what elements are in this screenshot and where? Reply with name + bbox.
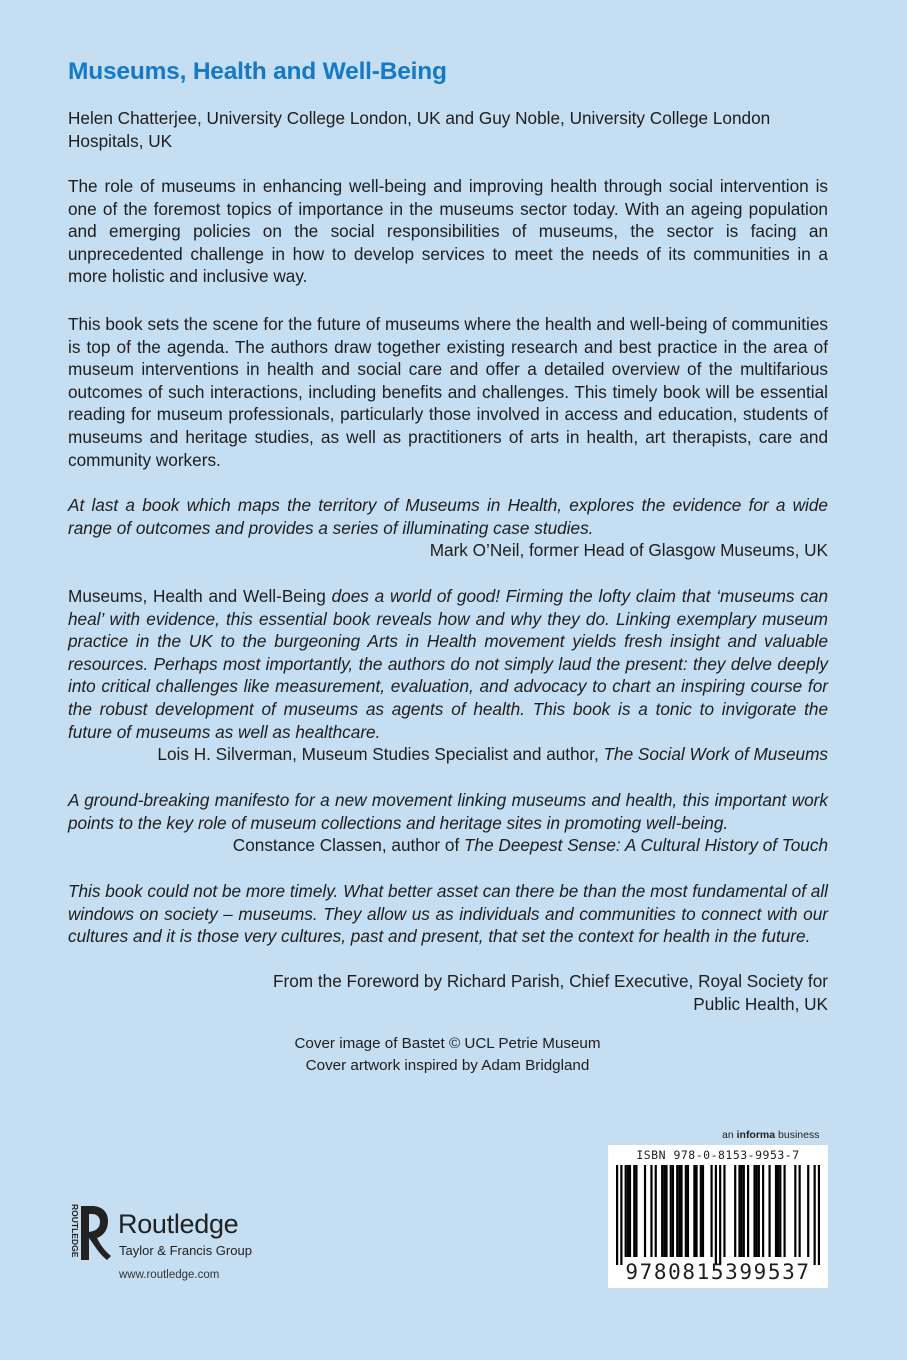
barcode-bar <box>734 1165 736 1257</box>
informa-tagline <box>722 1129 819 1141</box>
description-paragraph-2: This book sets the scene for the future of museums where the health and well-being of communities is top of the agenda. The authors draw together existing research and best practice in the area of museum interventions in health and social care and offer a detailed overview of the multifarious outcomes of such interactions, including benefits and challenges. This timely book will be essential reading for museum professionals, particularly those involved in access and education, students of museums and heritage studies, as well as practitioners of arts in health, art therapists, care and community workers. <box>68 314 828 470</box>
review-attribution-4 <box>68 970 828 1015</box>
barcode-bar <box>779 1165 781 1257</box>
isbn-label: ISBN 978-0-8153-9953-7 <box>636 1148 800 1162</box>
review-attribution-3-author: Constance Classen, author of <box>232 835 465 855</box>
routledge-logo-icon <box>65 1202 111 1262</box>
barcode-bar <box>753 1165 755 1257</box>
barcode-bar <box>702 1165 704 1257</box>
barcode-bars <box>616 1165 820 1265</box>
review-attribution-2-author: Lois H. Silverman, Museum Studies Specialist and author, <box>157 744 604 764</box>
barcode-bar <box>685 1165 687 1257</box>
barcode-bar <box>678 1165 680 1257</box>
barcode-bar <box>680 1165 682 1257</box>
barcode-bar <box>818 1165 820 1265</box>
barcode-bar <box>794 1165 796 1257</box>
barcode-bar <box>738 1165 740 1257</box>
barcode-bar <box>620 1165 622 1265</box>
publisher-name: Routledge <box>118 1209 239 1239</box>
barcode-bar <box>756 1165 758 1257</box>
routledge-vertical-text: ROUTLEDGE <box>70 1204 80 1258</box>
barcode-bar <box>762 1165 764 1257</box>
barcode-bar <box>635 1165 637 1257</box>
barcode-bar <box>625 1165 627 1257</box>
barcode-bar <box>629 1165 631 1257</box>
barcode-bar <box>814 1165 816 1265</box>
barcode-bar <box>655 1165 657 1257</box>
informa-suffix: business <box>775 1129 820 1141</box>
barcode-bar <box>644 1165 646 1257</box>
barcode-bar <box>783 1165 785 1257</box>
barcode-bar <box>676 1165 678 1257</box>
review-attribution-2-title: The Social Work of Museums <box>603 744 828 764</box>
review-attribution-4-line2: Public Health, UK <box>693 993 828 1014</box>
barcode-bar <box>775 1165 777 1257</box>
review-quote-3: A ground-breaking manifesto for a new movement linking museums and health, this important work points to the key role of museum collections and heritage sites in promoting well-being. <box>68 790 828 833</box>
barcode-bar <box>777 1165 779 1257</box>
barcode-bar <box>758 1165 760 1257</box>
review-attribution-3-title: The Deepest Sense: A Cultural History of Touch <box>464 835 828 855</box>
barcode-bar <box>693 1165 695 1257</box>
review-quote-2 <box>68 585 828 743</box>
review-quote-2-text: does a world of good! Firming the lofty claim that ‘museums can heal’ with evidence, this essential book reveals how and why they do. Linking exemplary museum practice in the UK to the burgeoning Arts in Health movement yields fresh insight and valuable resources. Perhaps most importantly, the authors do not simply laud the present: they delve deeply into critical challenges like measurement, evaluation, and advocacy to chart an inspiring course for the robust development of museums as agents of health. This book is a tonic to invigorate the future of museums as well as healthcare. <box>68 586 829 742</box>
barcode-bar <box>665 1165 667 1257</box>
review-quote-1: At last a book which maps the territory of Museums in Health, explores the evidence for a wide range of outcomes and provides a series of illuminating case studies. <box>68 495 828 538</box>
barcode-bar <box>743 1165 745 1257</box>
book-authors: Helen Chatterjee, University College London, UK and Guy Noble, University College London Hospitals, UK <box>68 108 771 151</box>
publisher-website[interactable]: www.routledge.com <box>119 1269 220 1281</box>
barcode-bar <box>670 1165 672 1257</box>
isbn-barcode <box>608 1145 828 1288</box>
barcode-bar <box>723 1165 725 1257</box>
description-paragraph-1: The role of museums in enhancing well-being and improving health through social intervention is one of the foremost topics of importance in the museums sector today. With an ageing population and emerging policies on the social responsibilities of museums, the sector is facing an unprecedented challenge in how to develop services to meet the needs of its communities in a more holistic and inclusive way. <box>68 176 828 287</box>
review-attribution-3 <box>68 834 828 857</box>
barcode-bar <box>616 1165 618 1265</box>
barcode-bar <box>633 1165 635 1257</box>
publisher-group: Taylor & Francis Group <box>119 1243 252 1258</box>
barcode-bar <box>807 1165 809 1257</box>
barcode-bar <box>741 1165 743 1257</box>
barcode-bar <box>627 1165 629 1257</box>
barcode-bar <box>695 1165 697 1257</box>
barcode-bar <box>768 1165 770 1257</box>
review-attribution-4-line1: From the Foreword by Richard Parish, Chief Executive, Royal Society for <box>273 971 828 991</box>
barcode-bar <box>650 1165 652 1257</box>
cover-image-credit: Cover image of Bastet © UCL Petrie Museum <box>294 1035 601 1052</box>
review-attribution-1: Mark O’Neil, former Head of Glasgow Museums, UK <box>429 540 828 560</box>
cover-credits <box>0 1033 907 1077</box>
barcode-bar <box>799 1165 801 1257</box>
barcode-bar <box>719 1165 721 1265</box>
ean-digits: 9780815399537 <box>625 1260 811 1284</box>
review-quote-2-book-title: Museums, Health and Well-Being <box>68 586 326 606</box>
review-quote-4: This book could not be more timely. What better asset can there be than the most fundamental of all windows on society – museums. They allow us as individuals and communities to connect with our cultures and it is those very cultures, past and present, that set the context for health in the future. <box>68 881 828 947</box>
barcode-bar <box>715 1165 717 1265</box>
book-title: Museums, Health and Well-Being <box>68 58 447 85</box>
cover-artwork-credit: Cover artwork inspired by Adam Bridgland <box>305 1057 590 1074</box>
barcode-bar <box>661 1165 663 1257</box>
informa-brand: informa <box>736 1129 776 1141</box>
barcode-bar <box>672 1165 674 1257</box>
review-attribution-2 <box>68 743 828 766</box>
barcode-bar <box>663 1165 665 1257</box>
barcode-bar <box>700 1165 702 1257</box>
barcode-bar <box>747 1165 749 1257</box>
barcode-bar <box>687 1165 689 1257</box>
barcode-bar <box>710 1165 712 1257</box>
informa-prefix: an <box>722 1129 737 1141</box>
